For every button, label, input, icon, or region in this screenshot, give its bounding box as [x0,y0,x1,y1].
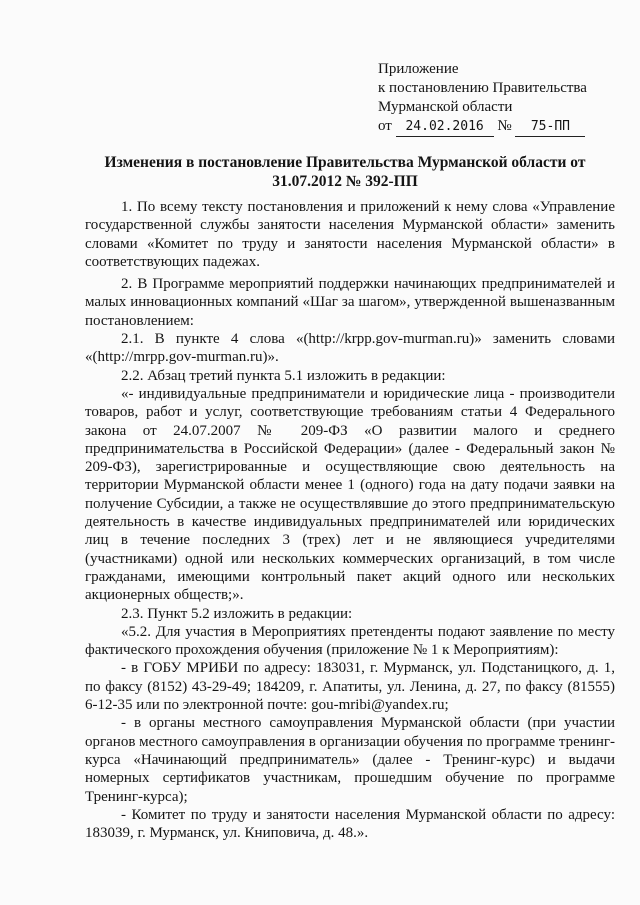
paragraph-2-1: 2.1. В пункте 4 слова «(http://krpp.gov-murman.ru)» заменить словами «(http://mrpp.gov-murman.ru)». [85,331,615,366]
paragraph-quote-5-1: «- индивидуальные предприниматели и юридические лица - производители товаров, работ и услуг, соответствующие требованиям статьи 4 Федерального закона от 24.07.2007 № 209-ФЗ «О развитии малого и среднего предпринимательства в Российской Федерации» (далее - Федеральный закон № 209-ФЗ), зарегистрированные и осуществляющие свою деятельность на территории Мурманской области менее 1 (одного) года на дату подачи заявки на получение Субсидии, а также не осуществлявшие до этого предпринимательскую деятельность в качестве индивидуальных предпринимателей или юридических лиц в течение последних 3 (трех) лет и не являющиеся учредителями (участниками) одной или нескольких коммерческих организаций, в том числе гражданами, имеющими контрольный пакет акций одного или нескольких акционерных обществ;». [85,385,615,604]
paragraph-gobu-mribi: - в ГОБУ МРИБИ по адресу: 183031, г. Мурманск, ул. Подстаницкого, д. 1, по факсу (8152) 43-29-49; 184209, г. Апатиты, ул. Ленина, д. 27, по факсу (81555) 6-12-35 или по электронной почте: gou-mribi@yandex.ru; [85,660,615,714]
paragraph-1: 1. По всему тексту постановления и приложений к нему слова «Управление государственной службы занятости населения Мурманской области» заменить словами «Комитет по труду и занятости населения Мурманской области» в соответствующих падежах. [85,199,615,270]
paragraph-committee: - Комитет по труду и занятости населения Мурманской области по адресу: 183039, г. Мурманск, ул. Книповича, д. 48.». [85,806,615,842]
appendix-reference: к постановлению Правительства [378,80,587,96]
paragraph-5-2: «5.2. Для участия в Мероприятиях претенденты подают заявление по месту фактического прохождения обучения (приложение № 1 к Мероприятиям): [85,623,615,659]
paragraph-2: 2. В Программе мероприятий поддержки начинающих предпринимателей и малых инновационных компаний «Шаг за шагом», утвержденной вышеназванным постановлением: [85,276,615,329]
document-body [85,198,615,842]
appendix-block [378,60,628,137]
paragraph-2-3: 2.3. Пункт 5.2 изложить в редакции: [121,605,353,622]
appendix-title: Приложение [378,61,459,77]
resolution-number: 75-ПП [515,117,585,137]
document-title: Изменения в постановление Правительства Мурманской области от 31.07.2012 № 392-ПП [104,154,586,190]
paragraph-local-government: - в органы местного самоуправления Мурманской области (при участии органов местного самоуправления в организации обучения по программе тренинг-курса «Начинающий предприниматель» (далее - Тренинг-курс) и выдачи номерных сертификатов участникам, прошедшим обучение по программе Тренинг-курса); [85,715,616,805]
paragraph-2-2: 2.2. Абзац третий пункта 5.1 изложить в редакции: [121,367,446,384]
from-label: от [378,118,392,134]
appendix-region: Мурманской области [378,99,513,115]
resolution-date: 24.02.2016 [396,117,494,137]
number-label: № [497,118,512,134]
appendix-date-line [378,117,628,137]
